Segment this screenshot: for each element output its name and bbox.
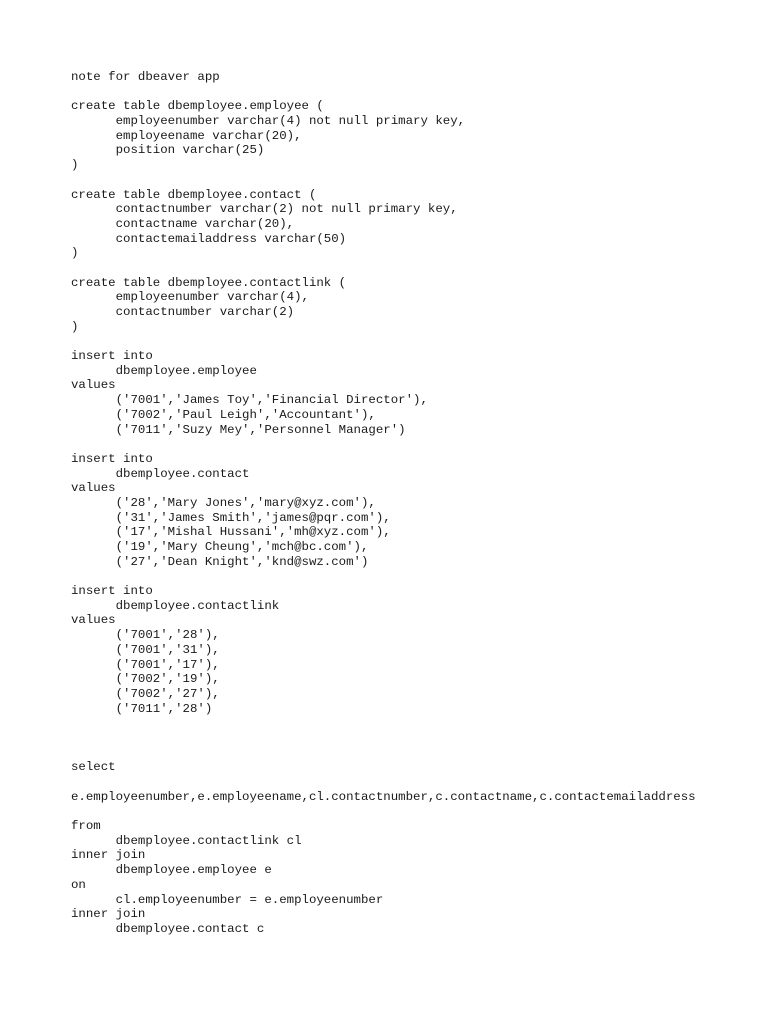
text-line: employeename varchar(20), — [71, 128, 302, 143]
text-line — [71, 437, 751, 452]
text-line: ('7002','27'), — [71, 686, 220, 701]
text-line: create table dbemployee.contact ( — [71, 187, 317, 202]
text-line: insert into — [71, 349, 153, 364]
text-line: employeenumber varchar(4), — [71, 290, 309, 305]
text-line: contactnumber varchar(2) — [71, 305, 295, 319]
text-line: contactnumber varchar(2) not null primary key, — [71, 202, 458, 217]
text-line: values — [71, 378, 116, 393]
text-line: ('7002','Paul Leigh','Accountant'), — [71, 407, 376, 422]
text-line: dbemployee.contact — [71, 466, 250, 481]
text-line: dbemployee.contact c — [71, 921, 265, 936]
text-line: ('28','Mary Jones','mary@xyz.com'), — [71, 495, 376, 510]
text-line: ('7001','28'), — [71, 628, 220, 643]
text-line: inner join — [71, 907, 146, 922]
text-line — [71, 85, 751, 100]
text-line: ('31','James Smith','james@pqr.com'), — [71, 510, 391, 525]
text-line: ('7001','31'), — [71, 642, 220, 657]
text-line: dbemployee.employee — [71, 363, 257, 378]
text-line: employeenumber varchar(4) not null primary key, — [71, 114, 466, 129]
text-line — [71, 731, 751, 746]
text-line: dbemployee.employee e — [71, 863, 272, 878]
text-line: ) — [71, 246, 79, 261]
text-line: insert into — [71, 584, 153, 599]
text-line: contactemailaddress varchar(50) — [71, 231, 347, 246]
text-line — [71, 775, 751, 790]
text-line: cl.employeenumber = e.employeenumber — [71, 892, 384, 907]
text-line: ('7011','Suzy Mey','Personnel Manager') — [71, 422, 406, 437]
text-line: ('7001','17'), — [71, 657, 220, 672]
text-line: ) — [71, 158, 79, 173]
text-line: ('7011','28') — [71, 701, 213, 716]
text-line: contactname varchar(20), — [71, 216, 295, 231]
text-line: note for dbeaver app — [71, 70, 220, 84]
text-line: position varchar(25) — [71, 143, 265, 158]
text-line: on — [71, 877, 86, 892]
text-line — [71, 804, 751, 819]
text-line: dbemployee.contactlink — [71, 598, 280, 613]
text-line: create table dbemployee.contactlink ( — [71, 275, 347, 290]
text-line — [71, 716, 751, 731]
text-line: inner join — [71, 848, 146, 863]
text-line: ('27','Dean Knight','knd@swz.com') — [71, 554, 369, 569]
text-line: values — [71, 613, 116, 628]
text-line: from — [71, 819, 101, 834]
sql-note-text — [71, 70, 751, 937]
text-line: e.employeenumber,e.employeename,cl.contactnumber,c.contactname,c.contactemailaddress — [71, 789, 696, 804]
text-line — [71, 746, 751, 761]
text-line: ) — [71, 319, 79, 334]
text-line: ('7001','James Toy','Financial Director'), — [71, 393, 428, 408]
text-line: ('7002','19'), — [71, 672, 220, 687]
text-line: create table dbemployee.employee ( — [71, 99, 324, 114]
text-line: select — [71, 760, 116, 775]
text-line: ('17','Mishal Hussani','mh@xyz.com'), — [71, 525, 391, 540]
text-line — [71, 261, 751, 276]
text-line: insert into — [71, 451, 153, 466]
text-line: dbemployee.contactlink cl — [71, 833, 302, 848]
text-line — [71, 569, 751, 584]
text-line — [71, 173, 751, 188]
text-line: values — [71, 481, 116, 496]
text-line: ('19','Mary Cheung','mch@bc.com'), — [71, 540, 369, 554]
text-line — [71, 334, 751, 349]
